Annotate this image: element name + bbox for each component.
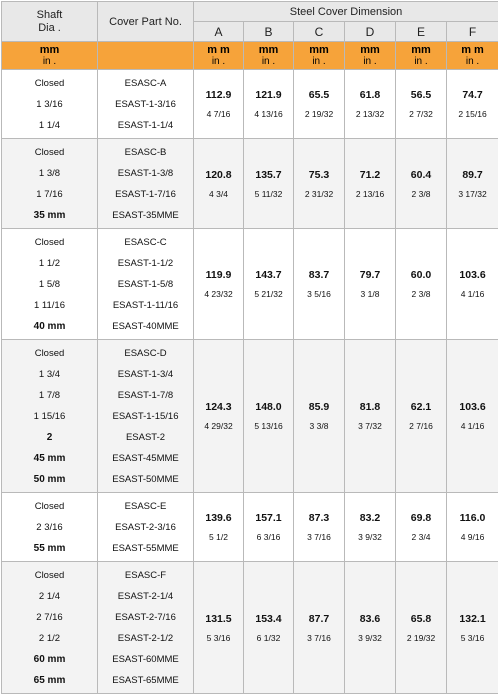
table-row <box>2 562 498 694</box>
cover-part-number: ESAST-1-15/16 <box>98 406 193 427</box>
dimension-mm-value: 132.1 <box>447 612 498 626</box>
shaft-dia-value: 65 mm <box>2 670 97 691</box>
dimension-cell-c <box>294 229 345 340</box>
dimension-mm-value: 103.6 <box>447 268 498 282</box>
shaft-dia-value: 1 3/8 <box>2 163 97 184</box>
dimension-inch-value: 2 13/32 <box>345 108 395 120</box>
dimension-mm-value: 60.4 <box>396 168 446 182</box>
dimension-inch-value: 4 9/16 <box>447 531 498 543</box>
dimension-cell-a <box>194 562 244 694</box>
cover-part-number: ESAST-45MME <box>98 448 193 469</box>
unit-mm: mm <box>244 45 293 56</box>
dimension-mm-value: 83.7 <box>294 268 344 282</box>
cover-part-number: ESAST-1-3/16 <box>98 94 193 115</box>
unit-mm: mm <box>294 45 344 56</box>
unit-in: in . <box>2 56 97 67</box>
shaft-dia-value: 1 11/16 <box>2 295 97 316</box>
dimension-inch-value: 3 1/8 <box>345 288 395 300</box>
shaft-dia-value: Closed <box>2 343 97 364</box>
unit-cell-f <box>447 42 498 70</box>
cover-part-number: ESAST-50MME <box>98 469 193 490</box>
cover-part-cell <box>98 70 194 139</box>
dimension-inch-value: 2 7/32 <box>396 108 446 120</box>
column-header-f: F <box>447 22 498 42</box>
unit-mm: mm <box>396 45 446 56</box>
dimension-mm-value: 71.2 <box>345 168 395 182</box>
dimension-cell-e <box>396 562 447 694</box>
dimension-mm-value: 89.7 <box>447 168 498 182</box>
cover-part-number: ESAST-1-11/16 <box>98 295 193 316</box>
shaft-dia-value: 2 1/4 <box>2 586 97 607</box>
dimension-mm-value: 61.8 <box>345 88 395 102</box>
dimension-cell-f <box>447 70 498 139</box>
dimension-inch-value: 5 11/32 <box>244 188 293 200</box>
dimension-cell-e <box>396 70 447 139</box>
dimension-inch-value: 4 23/32 <box>194 288 243 300</box>
cover-part-number: ESAST-60MME <box>98 649 193 670</box>
dimension-mm-value: 153.4 <box>244 612 293 626</box>
steel-cover-dimension-table <box>1 1 498 694</box>
unit-cell-b <box>244 42 294 70</box>
dimension-inch-value: 3 9/32 <box>345 632 395 644</box>
unit-in: in . <box>447 56 498 67</box>
shaft-dia-value: 1 5/8 <box>2 274 97 295</box>
dimension-inch-value: 5 3/16 <box>194 632 243 644</box>
shaft-dia-cell <box>2 70 98 139</box>
dimension-mm-value: 148.0 <box>244 400 293 414</box>
dimension-inch-value: 3 7/16 <box>294 531 344 543</box>
cover-part-number: ESAST-65MME <box>98 670 193 691</box>
cover-part-cell <box>98 562 194 694</box>
dimension-inch-value: 2 19/32 <box>294 108 344 120</box>
dimension-cell-a <box>194 229 244 340</box>
dimension-inch-value: 5 21/32 <box>244 288 293 300</box>
dimension-cell-c <box>294 70 345 139</box>
cover-part-cell <box>98 340 194 493</box>
shaft-dia-value: 50 mm <box>2 469 97 490</box>
dimension-mm-value: 65.5 <box>294 88 344 102</box>
unit-cell-c <box>294 42 345 70</box>
cover-part-number: ESAST-1-7/16 <box>98 184 193 205</box>
shaft-dia-value: Closed <box>2 496 97 517</box>
shaft-dia-value: 1 7/8 <box>2 385 97 406</box>
dimension-cell-f <box>447 229 498 340</box>
column-header-c: C <box>294 22 345 42</box>
table-row <box>2 229 498 340</box>
cover-part-number: ESASC-A <box>98 73 193 94</box>
dimension-inch-value: 2 3/8 <box>396 288 446 300</box>
dimension-inch-value: 3 7/32 <box>345 420 395 432</box>
cover-part-number: ESAST-2-7/16 <box>98 607 193 628</box>
dimension-mm-value: 79.7 <box>345 268 395 282</box>
shaft-dia-value: 60 mm <box>2 649 97 670</box>
shaft-dia-value: 2 <box>2 427 97 448</box>
shaft-dia-cell <box>2 340 98 493</box>
cover-part-number: ESASC-F <box>98 565 193 586</box>
dimension-inch-value: 4 1/16 <box>447 420 498 432</box>
dimension-inch-value: 5 13/16 <box>244 420 293 432</box>
shaft-dia-value: Closed <box>2 232 97 253</box>
dimension-mm-value: 131.5 <box>194 612 243 626</box>
dimension-inch-value: 2 15/16 <box>447 108 498 120</box>
shaft-dia-value: 2 3/16 <box>2 517 97 538</box>
table-row <box>2 139 498 229</box>
dimension-cell-e <box>396 493 447 562</box>
cover-part-number: ESASC-D <box>98 343 193 364</box>
cover-part-number: ESAST-1-3/8 <box>98 163 193 184</box>
dimension-cell-a <box>194 493 244 562</box>
cover-part-number: ESAST-1-7/8 <box>98 385 193 406</box>
cover-part-cell <box>98 493 194 562</box>
dimension-mm-value: 112.9 <box>194 88 243 102</box>
shaft-dia-cell <box>2 139 98 229</box>
dimension-inch-value: 3 3/8 <box>294 420 344 432</box>
unit-cell-e <box>396 42 447 70</box>
dimension-cell-f <box>447 340 498 493</box>
dimension-mm-value: 157.1 <box>244 511 293 525</box>
unit-cell-a <box>194 42 244 70</box>
shaft-dia-header <box>2 2 98 42</box>
shaft-dia-cell <box>2 493 98 562</box>
column-header-b: B <box>244 22 294 42</box>
dimension-inch-value: 2 7/16 <box>396 420 446 432</box>
dimension-cell-d <box>345 562 396 694</box>
unit-cell-shaft <box>2 42 98 70</box>
dimension-mm-value: 83.6 <box>345 612 395 626</box>
shaft-dia-value: 1 3/16 <box>2 94 97 115</box>
shaft-dia-value: 2 7/16 <box>2 607 97 628</box>
dimension-mm-value: 121.9 <box>244 88 293 102</box>
dimension-cell-a <box>194 70 244 139</box>
dimension-mm-value: 87.7 <box>294 612 344 626</box>
unit-mm: mm <box>2 45 97 56</box>
shaft-dia-value: 40 mm <box>2 316 97 337</box>
shaft-dia-value: 45 mm <box>2 448 97 469</box>
table-row <box>2 70 498 139</box>
dimension-inch-value: 3 5/16 <box>294 288 344 300</box>
dimension-cell-b <box>244 229 294 340</box>
cover-part-cell <box>98 139 194 229</box>
cover-part-number: ESAST-55MME <box>98 538 193 559</box>
dimension-mm-value: 119.9 <box>194 268 243 282</box>
cover-part-number: ESASC-B <box>98 142 193 163</box>
dimension-cell-d <box>345 340 396 493</box>
shaft-dia-value: 1 1/2 <box>2 253 97 274</box>
unit-mm: m m <box>194 45 243 56</box>
dimension-cell-c <box>294 139 345 229</box>
shaft-dia-value: Closed <box>2 73 97 94</box>
cover-part-number: ESAST-2-3/16 <box>98 517 193 538</box>
shaft-dia-value: 35 mm <box>2 205 97 226</box>
cover-part-number: ESAST-1-1/4 <box>98 115 193 136</box>
column-header-e: E <box>396 22 447 42</box>
unit-in: in . <box>396 56 446 67</box>
shaft-dia-value: Closed <box>2 142 97 163</box>
shaft-dia-value: 1 1/4 <box>2 115 97 136</box>
unit-in: in . <box>345 56 395 67</box>
dimension-mm-value: 81.8 <box>345 400 395 414</box>
cover-part-header: Cover Part No. <box>98 2 194 42</box>
unit-in: in . <box>244 56 293 67</box>
cover-part-number: ESAST-1-1/2 <box>98 253 193 274</box>
dimension-cell-c <box>294 340 345 493</box>
dimension-cell-e <box>396 340 447 493</box>
dimension-mm-value: 65.8 <box>396 612 446 626</box>
cover-part-number: ESAST-35MME <box>98 205 193 226</box>
shaft-dia-value: 2 1/2 <box>2 628 97 649</box>
dimension-cell-f <box>447 493 498 562</box>
dimension-mm-value: 60.0 <box>396 268 446 282</box>
dimension-inch-value: 4 7/16 <box>194 108 243 120</box>
dimension-mm-value: 139.6 <box>194 511 243 525</box>
dimension-cell-d <box>345 70 396 139</box>
table-row <box>2 340 498 493</box>
cover-part-number: ESAST-2 <box>98 427 193 448</box>
table-row <box>2 493 498 562</box>
dimension-cell-d <box>345 229 396 340</box>
dimension-mm-value: 69.8 <box>396 511 446 525</box>
unit-cell-d <box>345 42 396 70</box>
cover-part-number: ESAST-1-3/4 <box>98 364 193 385</box>
column-header-d: D <box>345 22 396 42</box>
dimension-inch-value: 3 17/32 <box>447 188 498 200</box>
dimension-cell-b <box>244 70 294 139</box>
dimension-cell-d <box>345 139 396 229</box>
dimension-inch-value: 4 13/16 <box>244 108 293 120</box>
dimension-inch-value: 2 3/4 <box>396 531 446 543</box>
unit-cell-part <box>98 42 194 70</box>
dimension-inch-value: 2 13/16 <box>345 188 395 200</box>
dimension-inch-value: 2 19/32 <box>396 632 446 644</box>
dimension-cell-a <box>194 139 244 229</box>
shaft-dia-value: 1 7/16 <box>2 184 97 205</box>
dimension-inch-value: 4 3/4 <box>194 188 243 200</box>
dimension-inch-value: 3 7/16 <box>294 632 344 644</box>
dimension-cell-b <box>244 340 294 493</box>
dimension-mm-value: 74.7 <box>447 88 498 102</box>
shaft-header-line2: Dia . <box>2 22 97 35</box>
shaft-dia-value: 1 15/16 <box>2 406 97 427</box>
unit-mm: m m <box>447 45 498 56</box>
dimension-cell-f <box>447 562 498 694</box>
dimension-cell-e <box>396 139 447 229</box>
steel-cover-header: Steel Cover Dimension <box>194 2 498 22</box>
dimension-mm-value: 83.2 <box>345 511 395 525</box>
dimension-mm-value: 120.8 <box>194 168 243 182</box>
shaft-header-line1: Shaft <box>2 9 97 22</box>
dimension-cell-b <box>244 139 294 229</box>
dimension-inch-value: 5 3/16 <box>447 632 498 644</box>
dimension-mm-value: 85.9 <box>294 400 344 414</box>
column-header-a: A <box>194 22 244 42</box>
dimension-inch-value: 5 1/2 <box>194 531 243 543</box>
shaft-dia-value: Closed <box>2 565 97 586</box>
dimension-mm-value: 143.7 <box>244 268 293 282</box>
dimension-cell-f <box>447 139 498 229</box>
shaft-dia-cell <box>2 562 98 694</box>
shaft-dia-value: 55 mm <box>2 538 97 559</box>
cover-part-cell <box>98 229 194 340</box>
dimension-inch-value: 3 9/32 <box>345 531 395 543</box>
dimension-mm-value: 103.6 <box>447 400 498 414</box>
cover-part-number: ESAST-2-1/2 <box>98 628 193 649</box>
dimension-mm-value: 124.3 <box>194 400 243 414</box>
cover-part-number: ESASC-C <box>98 232 193 253</box>
dimension-mm-value: 75.3 <box>294 168 344 182</box>
shaft-dia-cell <box>2 229 98 340</box>
unit-in: in . <box>194 56 243 67</box>
dimension-cell-b <box>244 493 294 562</box>
dimension-mm-value: 135.7 <box>244 168 293 182</box>
shaft-dia-value: 1 3/4 <box>2 364 97 385</box>
dimension-cell-a <box>194 340 244 493</box>
dimension-mm-value: 62.1 <box>396 400 446 414</box>
unit-in: in . <box>294 56 344 67</box>
dimension-inch-value: 6 3/16 <box>244 531 293 543</box>
dimension-mm-value: 87.3 <box>294 511 344 525</box>
dimension-mm-value: 56.5 <box>396 88 446 102</box>
dimension-inch-value: 2 31/32 <box>294 188 344 200</box>
cover-part-number: ESAST-1-5/8 <box>98 274 193 295</box>
dimension-inch-value: 2 3/8 <box>396 188 446 200</box>
dimension-cell-b <box>244 562 294 694</box>
dimension-mm-value: 116.0 <box>447 511 498 525</box>
dimension-inch-value: 6 1/32 <box>244 632 293 644</box>
dimension-cell-c <box>294 493 345 562</box>
dimension-cell-d <box>345 493 396 562</box>
cover-part-number: ESASC-E <box>98 496 193 517</box>
dimension-cell-c <box>294 562 345 694</box>
cover-part-number: ESAST-40MME <box>98 316 193 337</box>
unit-mm: mm <box>345 45 395 56</box>
dimension-inch-value: 4 29/32 <box>194 420 243 432</box>
cover-part-number: ESAST-2-1/4 <box>98 586 193 607</box>
dimension-cell-e <box>396 229 447 340</box>
dimension-inch-value: 4 1/16 <box>447 288 498 300</box>
